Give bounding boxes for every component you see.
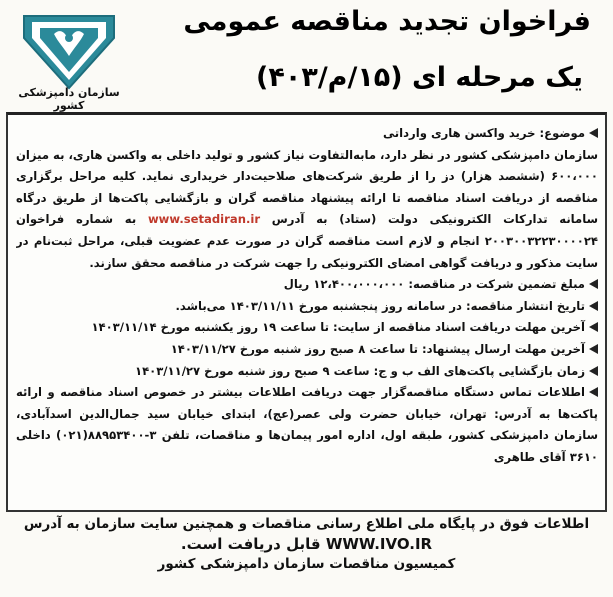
logo-emblem-icon <box>10 8 128 94</box>
description-paragraph: سازمان دامپزشکی کشور در نظر دارد، مابه‌التفاوت نیاز کشور و تولید داخلی به واکسن هاری، به میزان ۶۰۰،۰۰۰ (ششصد هزار) دز را از طریق شرکت‌های صلاحیت‌دار خریداری نماید. کلیه مراحل برگزاری مناقصه از دریافت اسناد مناقصه تا ارائه پیشنهاد مناقصه گران و بازگشایی پاکت‌ها از طریق درگاه سامانه تدارکات الکترونیکی دولت (ستاد) به آدرس www.setadiran.ir به شماره فراخوان ۲۰۰۳۰۰۳۲۲۳۰۰۰۰۲۴ انجام و لازم است مناقصه گران در صورت عدم عضویت قبلی، مراحل ثبت‌نام در سایت مذکور و دریافت گواهی امضای الکترونیکی را جهت شرکت در مناقصه محقق سازند. <box>16 147 598 270</box>
notice-footer <box>6 514 607 594</box>
footer-commission-signature: کمیسیون مناقصات سازمان دامپزشکی کشور <box>157 556 456 572</box>
footer-website-suffix: قابل دریافت است. <box>180 535 321 553</box>
document-deadline-paragraph: آخرین مهلت دریافت اسناد مناقصه از سایت: تا ساعت ۱۹ روز یکشنبه مورخ ۱۴۰۳/۱۱/۱۴ <box>16 317 598 339</box>
bullet-icon <box>589 322 598 332</box>
logo-caption: سازمان دامپزشکی کشور <box>18 86 120 112</box>
opening-time-paragraph: زمان بازگشایی پاکت‌های الف ب و ج: ساعت ۹ صبح روز شنبه مورخ ۱۴۰۳/۱۱/۲۷ <box>16 361 598 383</box>
bullet-icon <box>589 128 598 138</box>
contact-info-paragraph: اطلاعات تماس دستگاه مناقصه‌گزار جهت دریافت اطلاعات بیشتر در خصوص اسناد مناقصه و ارائه پاکت‌ها به آدرس: تهران، خیابان حضرت ولی عصر(عج)، ابتدای خیابان سید جمال‌الدین اسدآبادی، سازمان دامپزشکی کشور، طبقه اول، اداره امور پیمان‌ها و مناقصات، تلفن ۳-۸۸۹۵۳۴۰۰(۰۲۱) داخلی ۳۶۱۰ آقای طاهری <box>16 385 598 464</box>
publication-date-paragraph: تاریخ انتشار مناقصه: در سامانه روز پنجشنبه مورخ ۱۴۰۳/۱۱/۱۱ می‌باشد. <box>16 296 598 318</box>
subject-paragraph: موضوع: خرید واکسن هاری وارداتی <box>16 123 598 145</box>
footer-website-line <box>6 535 607 553</box>
notice-title: فراخوان تجدید مناقصه عمومی <box>183 6 591 37</box>
bullet-icon <box>589 301 598 311</box>
bullet-icon <box>589 279 598 289</box>
notice-body-box <box>6 112 607 512</box>
setad-website-link[interactable]: www.setadiran.ir <box>147 212 261 227</box>
bullet-icon <box>589 344 598 354</box>
bullet-icon <box>589 366 598 376</box>
submission-deadline-paragraph: آخرین مهلت ارسال پیشنهاد: تا ساعت ۸ صبح روز شنبه مورخ ۱۴۰۳/۱۱/۲۷ <box>16 339 598 361</box>
bullet-icon <box>589 387 598 397</box>
notice-subtitle: یک مرحله ای (۱۵/م/۴۰۳) <box>256 62 583 93</box>
ivo-website-link[interactable]: WWW.IVO.IR <box>325 535 433 553</box>
footer-info-line: اطلاعات فوق در پایگاه ملی اطلاع رسانی مناقصات و همچنین سایت سازمان به آدرس <box>23 516 590 532</box>
notice-body-text <box>16 123 598 507</box>
guarantee-amount-paragraph: مبلغ تضمین شرکت در مناقصه: ۱۲،۴۰۰،۰۰۰،۰۰۰ ریال <box>16 274 598 296</box>
